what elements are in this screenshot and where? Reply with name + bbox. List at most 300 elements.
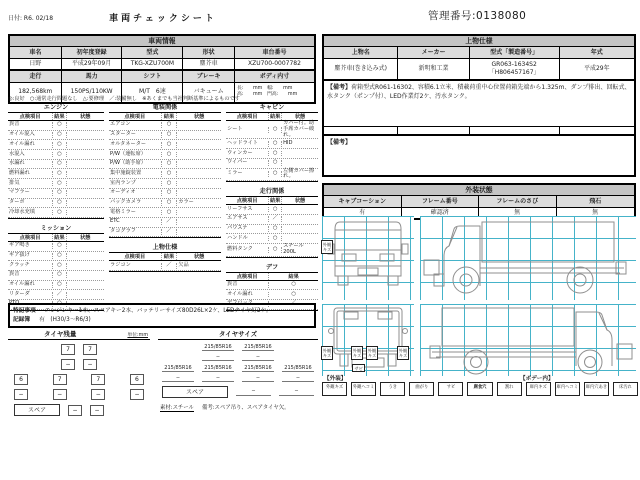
vehicle-info-title: 車両情報 (10, 36, 314, 47)
remark-text: 荷箱型式R061-16302、容積6.1立米、積載荷重中心位置荷箱先端から1.325m、ダンプ排出、回転式、水タンク（ポンプ付）、LED作業灯2ケ、汚水タンク。 (327, 83, 631, 100)
notes-label: 特記事項 (13, 308, 36, 314)
upper-structure-remark-2 (324, 135, 634, 175)
inspection-row (8, 271, 104, 281)
inspection-column-1 (8, 103, 104, 316)
damage-legend-chip: うき (380, 382, 405, 396)
truck-rear-drawing (322, 304, 414, 376)
upper-structure-header: メーカー (398, 47, 469, 58)
col-result: 結果 (162, 113, 178, 120)
inspection-result: ○ (269, 226, 282, 232)
exterior-header: フレームのさび (479, 196, 557, 207)
tire-size-cell: − (242, 375, 274, 382)
vehicle-info-header: 車名 (10, 47, 62, 58)
inspection-item: 異音 (226, 282, 269, 288)
inspection-row (109, 131, 221, 141)
tire-remaining-title: タイヤ残量 (44, 330, 77, 338)
exterior-value: 有 (324, 208, 402, 219)
tire-front-row (8, 344, 150, 355)
inspection-row (109, 208, 221, 218)
inspection-row (8, 242, 104, 252)
vehicle-info-value: 150PS/110KW (62, 83, 123, 102)
engine-table (8, 103, 104, 219)
empty-cell (560, 127, 634, 134)
inspection-result: ○ (53, 190, 66, 196)
tire-size-cell: − (236, 388, 271, 396)
col-item: 点検項目 (8, 113, 53, 120)
vehicle-info-value-row (10, 59, 314, 71)
damage-legend-chip: 外観ヘコミ (351, 382, 376, 396)
vehicle-info-value: 塵芥車 (183, 59, 235, 70)
inspection-row (109, 179, 221, 189)
inspection-result: ○ (53, 210, 66, 216)
vehicle-info-header-row (10, 70, 314, 83)
inspection-row (226, 139, 318, 149)
inspection-row (109, 261, 221, 271)
page-title: 車両チェックシート (109, 14, 217, 24)
upper-structure-header: 型式「製造番号」 (470, 47, 560, 58)
damage-legend-chip: 割れ (497, 382, 522, 396)
inspection-item: 排気 (8, 181, 53, 187)
vehicle-info-value: M/T 6速 (122, 83, 183, 102)
inspection-table-title: デフ (265, 263, 279, 271)
inspection-item: オイル漏れ (8, 142, 53, 148)
tire-size-cell: 215/85R16 (242, 344, 274, 351)
tire-size-cell: − (162, 375, 194, 382)
inspection-row (8, 150, 104, 160)
inspection-result: ○ (291, 280, 296, 287)
exterior-value: 無 (479, 208, 557, 219)
exterior-value: 無 (592, 209, 599, 216)
damage-legend-chip: サビ (438, 382, 463, 396)
tire-depth-box: − (61, 359, 75, 370)
damage-chip-rear: 外観キズ (352, 347, 362, 358)
inspection-result: ○ (269, 171, 282, 177)
vehicle-info-header: 馬力 (62, 71, 123, 82)
inspection-row (8, 281, 104, 291)
truck-front-view-diagram (322, 216, 414, 300)
notes-text: エンジンキー1本、スペアキー2本、バッテリーサイズ80D26L×2ケ、LEDタイヤ灯2ケ。 (44, 308, 272, 314)
inspection-item: ギア抜け (8, 253, 53, 259)
inspection-row (109, 189, 221, 199)
control-number: 管理番号:0138080 (428, 10, 527, 22)
inspection-table-title: 走行関係 (259, 188, 285, 196)
tire-size-cell (282, 344, 314, 351)
exterior-value: 確認済 (402, 208, 480, 219)
marker-box (617, 344, 632, 359)
inspection-row (226, 234, 318, 244)
inspection-row (109, 169, 221, 179)
tire-size-cell: − (242, 354, 274, 361)
inspection-item: オーディオ (109, 190, 162, 196)
damage-chip-front: 外観キズ (322, 241, 332, 252)
inspection-result: ○ (53, 243, 66, 249)
inspection-item: ラジコン (109, 263, 162, 269)
inspection-row (226, 281, 318, 291)
inspection-item: ウィンカー (226, 151, 269, 157)
damage-legend-chip: 庫内穴あき (584, 382, 609, 396)
inspection-item: 冷却水充填 (8, 210, 53, 216)
inspection-item: オイル漏れ (8, 282, 53, 288)
inspection-header-row (8, 233, 104, 242)
inspection-item: ギア鳴き (8, 243, 53, 249)
marker-box (424, 260, 439, 275)
inspection-item: オルタネーター (109, 142, 162, 148)
inspection-result: ○ (269, 141, 282, 147)
col-item: 点検項目 (8, 234, 53, 241)
inspection-item: 室内ランプ (109, 181, 162, 187)
inspection-row (226, 149, 318, 159)
inspection-result: ○ (269, 160, 282, 166)
empty-cell (470, 127, 560, 134)
tire-front-inner-row (8, 359, 150, 370)
inspection-result: ○ (53, 263, 66, 269)
inspection-row (8, 140, 104, 150)
tire-depth-box: − (53, 389, 67, 400)
vehicle-info-header: ボディ内寸 (235, 71, 314, 82)
inspection-row (8, 160, 104, 170)
inspection-item: シート (226, 127, 269, 133)
upper-structure-value: 塵芥車(巻き込み式) (324, 59, 398, 79)
inspection-item: PTO (8, 301, 53, 307)
inspection-item: 燃料タンク (226, 247, 269, 253)
inspection-result: ○ (53, 152, 66, 158)
tire-size-cell: 215/85R16 (162, 365, 194, 372)
inspection-item: デフロック (226, 301, 269, 307)
tire-size-cell: − (202, 375, 234, 382)
tire-size-cell: 215/85R16 (242, 365, 274, 372)
upper-structure-header-row (324, 47, 634, 59)
vehicle-info-header: 形状 (183, 47, 235, 58)
tire-remaining-section (8, 329, 150, 416)
upper-structure-value-row (324, 59, 634, 80)
truck-side-view-diagram-right (420, 216, 636, 300)
inspection-state: カラー (178, 198, 194, 205)
col-state: 状態 (80, 114, 91, 120)
vehicle-info-header: シフト (122, 71, 183, 82)
col-result: 結果 (288, 273, 299, 280)
damage-legend-chip: 外観キズ (322, 382, 347, 396)
inspection-row (109, 199, 221, 209)
upper-structure-empty-row (324, 126, 634, 135)
damage-legend-chip: 床汚れ (613, 382, 638, 396)
col-item: 点検項目 (226, 197, 269, 204)
inspection-item: 集中施錠装置 (109, 171, 162, 177)
inspection-row (109, 228, 221, 238)
remark-label: 【備考】 (327, 138, 352, 146)
col-state: 状態 (193, 254, 205, 261)
tire-depth-box: 7 (53, 374, 67, 385)
inspection-table-title: 上物仕様 (152, 244, 178, 252)
col-result: 結果 (53, 113, 66, 120)
tire-note: 備考:スペア吊り、スペアタイヤ欠。 (201, 405, 290, 411)
col-item: 点検項目 (226, 273, 269, 280)
inspection-state: 欠品 (178, 261, 189, 268)
tire-depth-box: − (83, 359, 97, 370)
tire-size-section (158, 329, 318, 412)
damage-legend-chip: 腐食穴 (467, 382, 492, 396)
inspection-row (109, 218, 221, 228)
inspection-result: ○ (162, 152, 178, 158)
inspection-result: ／ (291, 300, 297, 307)
tire-depth-box: − (91, 389, 105, 400)
upper-mini-table (109, 243, 221, 272)
upper-structure-value: GR063-1634S2 「H806457167」 (470, 59, 560, 79)
inspection-item: 異音 (8, 272, 53, 278)
record-book-label: 記録簿 (13, 316, 31, 323)
inspection-result: ○ (291, 290, 296, 297)
inspection-item: スターター (109, 132, 162, 138)
inspection-row (8, 208, 104, 218)
inspection-result: ○ (53, 132, 66, 138)
inspection-row (109, 150, 221, 160)
inspection-result: ○ (53, 122, 66, 128)
notes-line (13, 316, 311, 325)
inspection-row (109, 140, 221, 150)
inspection-result: ○ (162, 181, 178, 187)
inspection-result: ○ (53, 171, 66, 177)
upper-structure-table (322, 34, 636, 177)
inspection-result: ○ (269, 247, 282, 253)
inspection-result: ○ (269, 207, 282, 213)
inspection-header-row (226, 196, 318, 205)
vehicle-info-header: ブレーキ (183, 71, 235, 82)
inspection-table-title: エンジン (43, 104, 69, 111)
vehicle-info-value: 平成29年09月 (62, 59, 123, 70)
upper-structure-title: 上物仕様 (324, 36, 634, 47)
vehicle-info-header: 車台番号 (235, 47, 314, 58)
inspection-item: エアサス (226, 216, 269, 222)
tire-size-cell: 215/85R16 (202, 344, 234, 351)
empty-cell (398, 127, 469, 134)
tire-spare-row (8, 404, 150, 416)
inspection-row (8, 290, 104, 300)
electrical-table (109, 103, 221, 238)
inspection-column-3 (226, 103, 318, 316)
inspection-row (226, 290, 318, 300)
truck-side-drawing (420, 304, 636, 376)
tire-size-cell: 215/85R16 (202, 365, 234, 372)
vehicle-info-value: バキューム (183, 83, 235, 102)
inspection-state: 左側カバー擦れ。 (283, 167, 315, 180)
inspection-result: ○ (162, 171, 178, 177)
col-state: 状態 (294, 198, 306, 205)
damage-legend-chip: 曲がり (409, 382, 434, 396)
truck-side-drawing (420, 216, 636, 300)
inspection-result: ○ (269, 236, 282, 242)
damage-legend-chips (322, 382, 638, 396)
inspection-result: ○ (162, 132, 178, 138)
inspection-row (109, 160, 221, 170)
inspection-item: オイル漏れ (226, 292, 269, 298)
inspection-item: タコグラフ (109, 229, 162, 235)
spare-size-values (232, 388, 318, 396)
inspection-table-title: 電装関係 (152, 104, 178, 111)
inspection-result: ○ (53, 253, 66, 259)
inspection-result: ／ (162, 219, 178, 225)
col-state: 状態 (294, 114, 306, 120)
tire-depth-box: 7 (91, 374, 105, 385)
inspection-item: ミラー (226, 171, 269, 177)
inspection-result: ○ (162, 190, 178, 196)
tire-depth-box: − (130, 389, 144, 400)
inspection-table-title: キャビン (259, 104, 285, 111)
spare-tire-box: スペア (14, 404, 60, 416)
tire-depth-box: 7 (83, 344, 97, 355)
col-result: 結果 (269, 198, 281, 205)
vehicle-info-table (8, 34, 316, 104)
inspection-item: ワイパー (226, 160, 269, 166)
notes-line (13, 307, 311, 316)
inspection-result: ／ (269, 216, 282, 222)
inspection-item: リターダ (8, 292, 53, 298)
truck-side-view-diagram-left (420, 304, 636, 376)
col-item: 点検項目 (109, 253, 162, 260)
exterior-condition-title: 外装状態 (324, 185, 634, 196)
inspection-row (8, 131, 104, 141)
upper-structure-value: 新明和工業 (398, 59, 469, 79)
inspection-state: スチール 200L (283, 242, 304, 255)
inspection-result: ○ (162, 200, 178, 206)
inspection-row (109, 121, 221, 131)
exterior-header: フレーム番号 (402, 196, 480, 207)
damage-legend-chip: 庫内キズ (526, 382, 551, 396)
inspection-row (226, 169, 318, 182)
vehicle-info-header: 型式 (122, 47, 183, 58)
inspection-result: ○ (53, 200, 66, 206)
tire-size-rear-row (158, 365, 318, 372)
inspection-item: ハンドル (226, 236, 269, 242)
tire-size-footer (158, 403, 318, 412)
tire-size-cell (162, 344, 194, 351)
inspection-result: ○ (53, 282, 66, 288)
tire-rear-inner-row (8, 389, 150, 400)
tire-depth-box: − (14, 389, 28, 400)
inspection-state: HID (283, 139, 293, 146)
col-item: 点検項目 (226, 113, 269, 120)
col-state: 状態 (193, 114, 205, 120)
tire-rear-row (8, 374, 150, 385)
inspection-result: ／ (162, 263, 178, 269)
damage-chip-rear: 外観キズ (367, 347, 377, 358)
inspection-result: ○ (53, 181, 66, 187)
tire-size-cell: − (279, 388, 314, 396)
inspection-result: ○ (162, 210, 178, 216)
inspection-row (8, 169, 104, 179)
vehicle-info-value: 182,568km (10, 83, 62, 102)
inspection-result: ○ (53, 161, 66, 167)
record-book-text: 有 (H30/3～R6/3) (39, 316, 91, 323)
result-symbol-legend: ◎:良好 ○:通常走行問題なし △:要修理 ／:装備無し ※あくまでも当社判断基準によるものです (8, 96, 240, 102)
inspection-row (8, 199, 104, 209)
sheet-date: 日付: R6. 02/18 (8, 15, 54, 22)
upper-structure-header: 年式 (560, 47, 634, 58)
inspection-result: ／ (162, 229, 178, 235)
tire-size-cell (162, 354, 194, 361)
inspection-row (226, 215, 318, 225)
inspection-item: ターボ (8, 200, 53, 206)
tire-size-title: タイヤサイズ (158, 329, 318, 340)
inspection-result: ○ (269, 127, 282, 133)
vehicle-info-value: XZU700-0007782 (247, 60, 301, 67)
damage-chip-rear: 外観キズ (322, 347, 332, 358)
vehicle-info-value: TKG-XZU700M (122, 59, 183, 70)
tire-material: 素材:スチール (160, 405, 194, 411)
tire-size-front-inner-row (158, 354, 318, 361)
tire-size-rear-inner-row (158, 375, 318, 382)
inspection-state: カバー付。助手席カバー破れ。 (283, 120, 315, 138)
rust-chip-rear: サビ (352, 364, 365, 372)
inspection-result: ○ (53, 142, 66, 148)
exterior-header: キャブコーション (324, 196, 402, 207)
tire-depth-box: 7 (61, 344, 75, 355)
mission-table (8, 224, 104, 311)
inspection-result: ○ (53, 301, 66, 307)
tire-size-cell (282, 354, 314, 361)
tire-size-spare-row (158, 386, 318, 398)
exterior-condition-table (322, 183, 636, 220)
inspection-result: ○ (162, 161, 178, 167)
exterior-header-row (324, 196, 634, 208)
inspection-item: 燃料漏れ (8, 171, 53, 177)
inspection-item: 水混入 (8, 152, 53, 158)
inspection-item: 電格ミラー (109, 210, 162, 216)
inspection-result: ○ (162, 122, 178, 128)
inspection-row (8, 179, 104, 189)
col-result: 結果 (53, 234, 66, 241)
truck-rear-view-diagram (322, 304, 414, 376)
inspection-result: ○ (269, 151, 282, 157)
inspection-result: ○ (162, 142, 178, 148)
vehicle-info-header: 初年度登録 (62, 47, 123, 58)
inspection-table-title: ミッション (40, 224, 72, 232)
inspection-item: クラッチ (8, 263, 53, 269)
empty-cell (324, 127, 398, 134)
upper-structure-header: 上物名 (324, 47, 398, 58)
inspection-column-2 (109, 103, 221, 277)
spare-size-box: スペア (162, 386, 228, 398)
exterior-header: 飛石 (557, 196, 635, 207)
inspection-item: P/W（助手席） (109, 161, 162, 167)
col-result: 結果 (269, 114, 281, 120)
upper-structure-remark (324, 80, 634, 126)
special-notes-box (8, 300, 316, 328)
damage-chip-rear: 外観キズ (398, 347, 408, 358)
tire-depth-box: 6 (14, 374, 28, 385)
inspection-row (8, 121, 104, 131)
inspection-item: パワステ (226, 226, 269, 232)
body-interior-legend-label: 【ボデー内】 (520, 376, 554, 382)
inspection-header-row (109, 252, 221, 261)
inspection-item: エアコン (109, 122, 162, 128)
col-item: 点検項目 (109, 113, 162, 120)
inspection-item: マフラー (8, 190, 53, 196)
tire-remaining-header (8, 329, 150, 340)
tire-remaining-unit: 単位:mm (127, 333, 148, 338)
inspection-header-row (109, 112, 221, 121)
cabin-table (226, 103, 318, 182)
damage-legend-chip: 庫内ヘコミ (555, 382, 580, 396)
tire-size-cell: 215/85R16 (282, 365, 314, 372)
inspection-header-row (8, 112, 104, 121)
inspection-row (8, 189, 104, 199)
vehicle-info-value: 日野 (10, 59, 62, 70)
tire-depth-box: − (68, 405, 82, 416)
tire-size-front-row (158, 344, 318, 351)
col-result: 結果 (162, 253, 178, 260)
inspection-item: バックカメラ (109, 200, 162, 206)
remark-label: 【備考】 (327, 83, 352, 91)
spare-tire-values (68, 405, 104, 416)
